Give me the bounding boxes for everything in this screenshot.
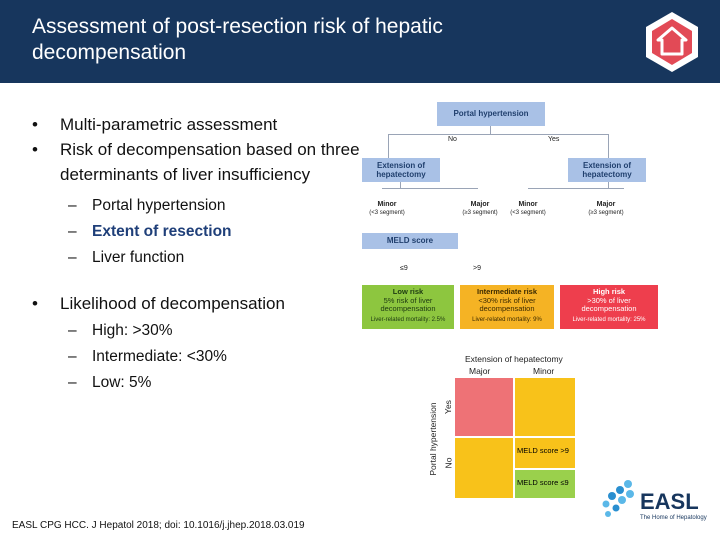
bullet-item: • Likelihood of decompensation: [32, 294, 285, 313]
high-risk-box: High risk >30% of liver decompensation Liver-related mortality: 25%: [560, 285, 658, 329]
matrix-row-axis: Portal hypertension: [428, 402, 438, 476]
meld-score-box: MELD score: [362, 233, 458, 249]
matrix-cell-meld-high: MELD score >9: [515, 438, 575, 468]
bullet-item: • Multi-parametric assessment: [32, 115, 278, 134]
bullet-item: • Risk of decompensation based on three determinants of liver insufficiency: [32, 140, 360, 184]
intermediate-risk-box: Intermediate risk <30% risk of liver decompensation Liver-related mortality: 9%: [460, 285, 554, 329]
portal-hypertension-box: Portal hypertension: [437, 102, 545, 126]
minor-label: Minor: [377, 201, 397, 208]
no-label: No: [448, 136, 457, 143]
home-icon[interactable]: [640, 10, 704, 74]
extension-box-right: Extension of hepatectomy: [568, 158, 646, 182]
sub-bullet-item: – Low: 5%: [68, 374, 152, 391]
reference-citation: EASL CPG HCC. J Hepatol 2018; doi: 10.1016/j.jhep.2018.03.019: [12, 520, 305, 531]
matrix-title: Extension of hepatectomy: [465, 354, 563, 364]
major-sub-label: (≥3 segment): [462, 210, 498, 216]
major-label: Major: [596, 201, 616, 208]
matrix-row-yes: Yes: [442, 400, 453, 414]
low-risk-box: Low risk 5% risk of liver decompensation Liver-related mortality: 2.5%: [362, 285, 454, 329]
yes-label: Yes: [548, 136, 560, 143]
meld-low-label: ≤9: [400, 265, 408, 272]
easl-logo: [600, 472, 710, 532]
bullet-list: [30, 112, 360, 396]
matrix-row-no: No: [443, 457, 454, 469]
title-bar: [0, 0, 720, 83]
major-label: Major: [470, 201, 490, 208]
minor-sub-label: (<3 segment): [510, 210, 546, 216]
minor-label: Minor: [518, 201, 538, 208]
matrix-cell-intermediate: [515, 378, 575, 436]
slide-title: Assessment of post-resection risk of hepatic decompensation: [32, 15, 443, 64]
matrix-col-minor: Minor: [533, 366, 555, 376]
minor-sub-label: (<3 segment): [369, 210, 405, 216]
easl-logo-text: EASL: [640, 489, 699, 514]
sub-bullet-item: – High: >30%: [68, 322, 173, 339]
meld-high-label: >9: [473, 265, 481, 272]
matrix-col-major: Major: [469, 366, 491, 376]
easl-tagline: The Home of Hepatology: [640, 515, 707, 521]
sub-bullet-item: – Liver function: [68, 249, 185, 266]
major-sub-label: (≥3 segment): [588, 210, 624, 216]
matrix-cell-intermediate: [455, 438, 513, 498]
matrix-cell-meld-low: MELD score ≤9: [515, 470, 575, 498]
sub-bullet-item: – Extent of resection: [68, 223, 232, 240]
sub-bullet-item: – Intermediate: <30%: [68, 348, 227, 365]
risk-matrix: [425, 352, 585, 502]
extension-box-left: Extension of hepatectomy: [362, 158, 440, 182]
matrix-cell-high: [455, 378, 513, 436]
easl-logo-icon: [600, 478, 640, 522]
sub-bullet-item: – Portal hypertension: [68, 197, 226, 214]
risk-flowchart: [360, 100, 660, 332]
